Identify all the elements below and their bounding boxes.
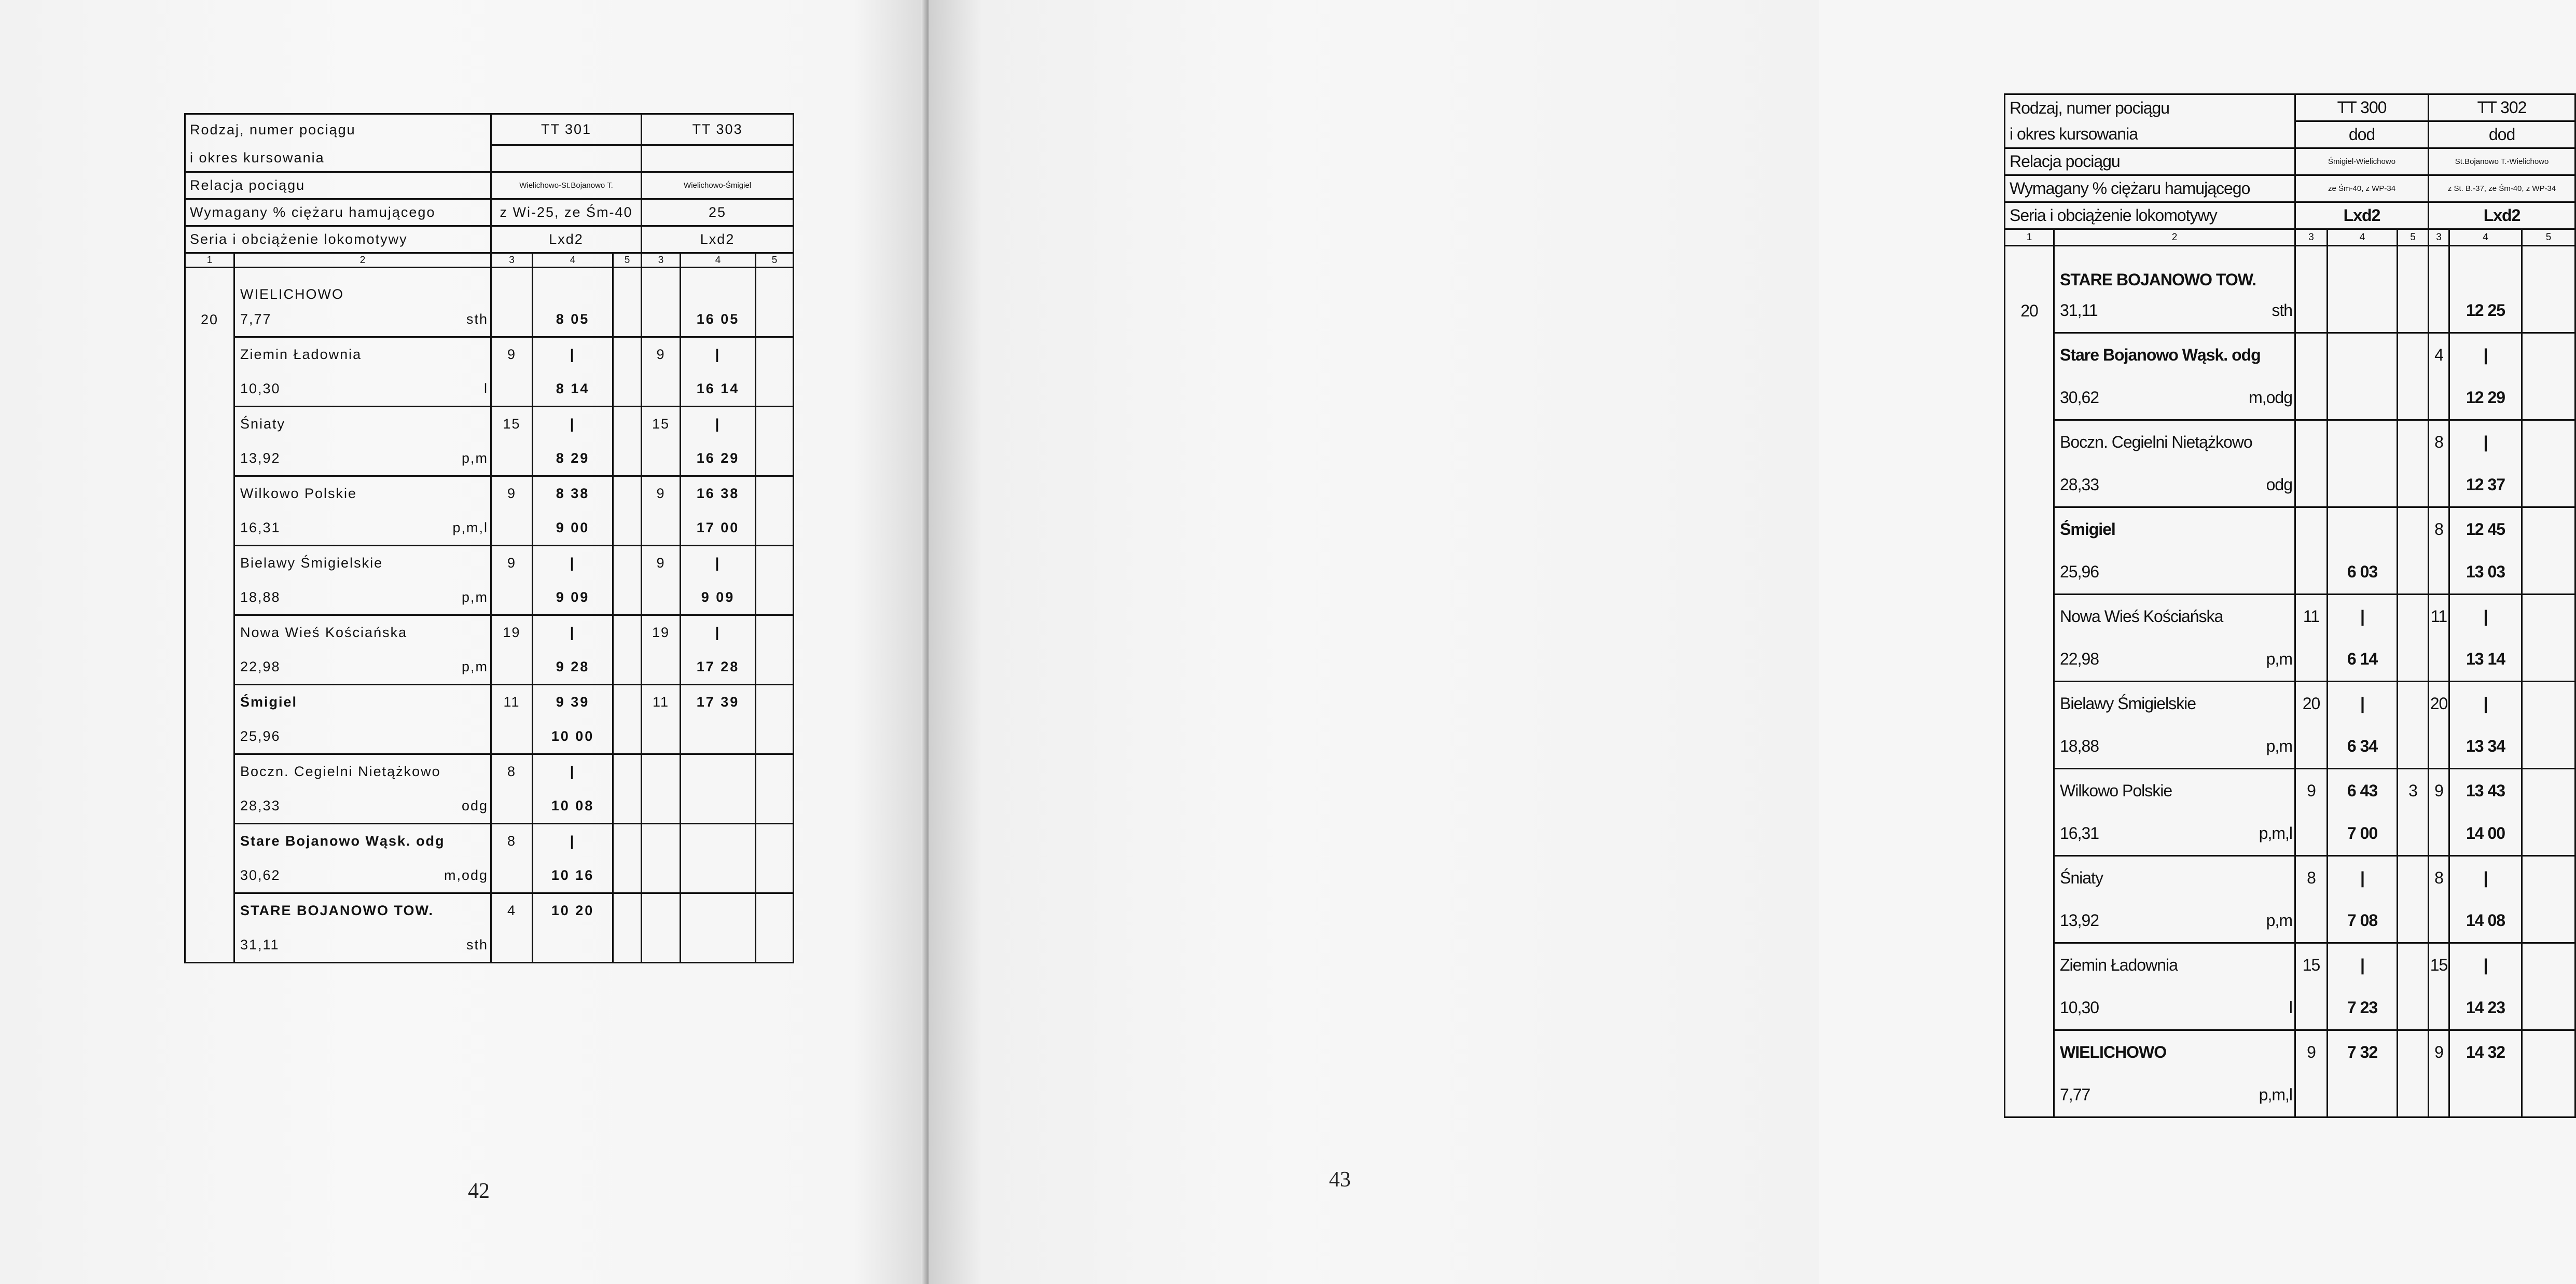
- station-name: Śmigiel: [2060, 519, 2115, 539]
- station-km-row: [185, 928, 794, 963]
- arrival-time: |: [570, 555, 576, 571]
- loco-series: Lxd2: [549, 231, 584, 247]
- travel-time: 11: [653, 694, 670, 710]
- timetable-right: [2004, 93, 2576, 1118]
- period: dod: [2488, 125, 2515, 144]
- station-km: 16,31: [240, 519, 281, 535]
- station-tag: sth: [2272, 301, 2293, 320]
- travel-time: 15: [652, 416, 670, 432]
- departure-time: 8 29: [556, 450, 590, 466]
- station-tag: p,m: [462, 658, 489, 674]
- travel-time: 19: [503, 625, 521, 641]
- departure-time: 17 00: [696, 519, 740, 535]
- station-km-row: [185, 859, 794, 893]
- header-row-brake: [185, 199, 794, 226]
- station-km-row: [185, 789, 794, 824]
- header-row-period: [2005, 121, 2575, 148]
- travel-time: 9: [2307, 1042, 2316, 1061]
- travel-time: 19: [652, 625, 670, 641]
- column-number: 3: [2308, 231, 2314, 243]
- departure-time: 10 16: [551, 867, 594, 883]
- travel-time: 9: [2307, 781, 2316, 800]
- column-number: 5: [624, 254, 630, 266]
- departure-time: 14 23: [2466, 998, 2505, 1017]
- travel-time: 8: [2307, 868, 2316, 887]
- train-relation: Śmigiel-Wielichowo: [2328, 157, 2396, 166]
- column-numbers-row: [2005, 229, 2575, 246]
- arrival-time: |: [2360, 868, 2364, 887]
- station-tag: p,m: [462, 450, 489, 466]
- arrival-time: |: [715, 625, 721, 641]
- travel-time: 11: [2303, 606, 2320, 626]
- train-number: TT 300: [2337, 98, 2387, 117]
- column-number: 3: [658, 254, 664, 266]
- station-name: Nowa Wieś Kościańska: [240, 625, 408, 641]
- station-row: [2005, 943, 2575, 987]
- travel-time: 8: [2434, 432, 2443, 451]
- right-page: [929, 0, 2556, 1284]
- station-km: 28,33: [2060, 475, 2099, 494]
- station-km: 22,98: [2060, 650, 2099, 669]
- station-km-row: [2005, 812, 2575, 856]
- speed-limit: 20: [200, 311, 219, 327]
- column-number: 5: [2410, 231, 2416, 243]
- travel-time: 9: [656, 347, 666, 363]
- train-number: TT 302: [2477, 98, 2527, 117]
- column-number: 4: [2483, 231, 2488, 243]
- station-row: [185, 754, 794, 789]
- station-km-row: [185, 441, 794, 476]
- arrival-time: |: [570, 833, 576, 849]
- station-name: Śniaty: [2060, 868, 2103, 887]
- period: dod: [2348, 125, 2375, 144]
- column-number: 5: [771, 254, 778, 266]
- train-relation: St.Bojanowo T.-Wielichowo: [2455, 157, 2549, 166]
- header-label: i okres kursowania: [2010, 125, 2138, 144]
- station-km-row: [2005, 638, 2575, 682]
- arrival-time: |: [2483, 694, 2488, 713]
- station-km-row: [2005, 1074, 2575, 1117]
- brake-percent: z Wi-25, ze Śm-40: [500, 204, 633, 220]
- header-label: Relacja pociągu: [2010, 152, 2120, 171]
- arrival-time: |: [570, 764, 576, 780]
- station-name: STARE BOJANOWO TOW.: [240, 903, 434, 919]
- station-row: [2005, 246, 2575, 289]
- station-km: 10,30: [240, 380, 281, 396]
- station-name: Nowa Wieś Kościańska: [2060, 606, 2223, 626]
- station-km-row: [185, 511, 794, 546]
- station-name: Śmigiel: [240, 694, 298, 710]
- brake-percent: 25: [709, 204, 727, 220]
- station-km: 13,92: [240, 450, 281, 466]
- station-row: [185, 407, 794, 441]
- station-row: [2005, 856, 2575, 900]
- header-row-period: [185, 145, 794, 172]
- departure-time: 9 09: [556, 589, 590, 605]
- train-number: TT 303: [692, 121, 743, 137]
- page-number: 42: [468, 1179, 490, 1203]
- station-tag: m,odg: [2249, 388, 2293, 407]
- station-row: [185, 337, 794, 372]
- departure-time: 12 25: [2466, 301, 2505, 320]
- column-number: 4: [570, 254, 576, 266]
- arrival-time: 14 32: [2466, 1042, 2505, 1061]
- travel-time: 8: [2434, 519, 2443, 539]
- departure-time: 14 08: [2466, 911, 2505, 930]
- column-number: 1: [2026, 231, 2032, 243]
- brake-percent: ze Śm-40, z WP-34: [2328, 184, 2396, 193]
- station-tag: sth: [466, 311, 489, 327]
- station-row: [185, 268, 794, 302]
- station-tag: p,m,l: [452, 519, 489, 535]
- station-row: [2005, 420, 2575, 464]
- travel-time: 4: [2434, 345, 2443, 364]
- station-km: 30,62: [2060, 388, 2099, 407]
- travel-time: 9: [656, 486, 666, 502]
- column-number: 3: [509, 254, 515, 266]
- departure-time: 13 34: [2466, 737, 2505, 756]
- column-number: 4: [715, 254, 721, 266]
- station-km-row: [2005, 725, 2575, 769]
- arrival-time: 8 38: [556, 486, 590, 502]
- station-name: Śniaty: [240, 416, 286, 432]
- station-km: 16,31: [2060, 824, 2099, 843]
- brake-percent: z St. B.-37, ze Śm-40, z WP-34: [2447, 184, 2556, 193]
- travel-time: 11: [2430, 606, 2447, 626]
- station-name: Ziemin Ładownia: [2060, 955, 2178, 974]
- travel-time: 9: [656, 555, 666, 571]
- column-number: 3: [2436, 231, 2442, 243]
- departure-time: 14 00: [2466, 824, 2505, 843]
- arrival-time: 16 38: [696, 486, 740, 502]
- station-row: [185, 546, 794, 581]
- departure-time: 7 08: [2347, 911, 2378, 930]
- station-km-row: [2005, 377, 2575, 420]
- travel-time: 9: [2434, 1042, 2443, 1061]
- header-row-train: [185, 114, 794, 145]
- station-km: 31,11: [240, 936, 280, 952]
- arrival-time: 17 39: [696, 694, 740, 710]
- station-tag: p,m: [2266, 650, 2293, 669]
- loco-series: Lxd2: [700, 231, 735, 247]
- travel-time: 9: [507, 486, 517, 502]
- header-row-train: [2005, 94, 2575, 121]
- station-km-row: [185, 302, 794, 337]
- header-label: Wymagany % ciężaru hamującego: [2010, 179, 2250, 198]
- station-km-row: [2005, 464, 2575, 507]
- departure-time: 10 08: [551, 797, 594, 813]
- arrival-time: |: [570, 625, 576, 641]
- travel-time: 15: [503, 416, 521, 432]
- arrival-time: |: [715, 416, 721, 432]
- station-km-row: [2005, 289, 2575, 333]
- station-tag: l: [2289, 998, 2293, 1017]
- travel-time: 11: [503, 694, 520, 710]
- travel-time: 15: [2302, 955, 2320, 974]
- arrival-time: |: [2360, 955, 2364, 974]
- departure-time: 17 28: [696, 658, 740, 674]
- travel-time: 8: [507, 833, 517, 849]
- header-label: i okres kursowania: [190, 150, 325, 166]
- station-km: 7,77: [240, 311, 272, 327]
- station-name: Bielawy Śmigielskie: [2060, 694, 2196, 713]
- station-name: Wilkowo Polskie: [240, 486, 357, 502]
- arrival-time: |: [715, 555, 721, 571]
- arrival-time: |: [2360, 606, 2364, 626]
- departure-time: 16 14: [696, 380, 740, 396]
- header-label: Wymagany % ciężaru hamującego: [190, 204, 436, 220]
- column-number: 5: [2545, 231, 2552, 243]
- station-km: 31,11: [2060, 301, 2098, 320]
- arrival-time: 7 32: [2347, 1042, 2378, 1061]
- arrival-time: 6 43: [2347, 781, 2378, 800]
- arrival-time: |: [715, 347, 721, 363]
- station-row: [185, 824, 794, 859]
- travel-time: 20: [2430, 694, 2448, 713]
- station-tag: p,m,l: [2259, 1085, 2293, 1104]
- station-tag: odg: [461, 797, 489, 813]
- column-number: 2: [359, 254, 366, 266]
- departure-time: 8 14: [556, 380, 590, 396]
- station-name: Boczn. Cegielni Nietążkowo: [2060, 432, 2252, 451]
- station-tag: odg: [2266, 475, 2293, 494]
- header-row-loco: [185, 226, 794, 253]
- station-name: Wilkowo Polskie: [2060, 781, 2172, 800]
- departure-time: 6 03: [2347, 562, 2378, 582]
- departure-time: 6 14: [2347, 650, 2378, 669]
- station-name: STARE BOJANOWO TOW.: [2060, 270, 2256, 289]
- departure-time: 6 34: [2347, 737, 2378, 756]
- station-km: 25,96: [240, 728, 281, 744]
- station-tag: p,m,l: [2259, 824, 2293, 843]
- page-number: 43: [1329, 1168, 1351, 1192]
- arrival-time: |: [2483, 955, 2488, 974]
- loco-series: Lxd2: [2343, 206, 2380, 225]
- station-km-row: [185, 581, 794, 615]
- arrival-time: |: [570, 416, 576, 432]
- station-name: Bielawy Śmigielskie: [240, 555, 383, 571]
- station-km-row: [185, 720, 794, 754]
- station-row: [2005, 1030, 2575, 1074]
- station-row: [185, 615, 794, 650]
- station-row: [2005, 682, 2575, 725]
- departure-time: 7 00: [2347, 824, 2378, 843]
- arrival-time: |: [570, 347, 576, 363]
- header-row-relation: [185, 172, 794, 199]
- station-km-row: [185, 650, 794, 685]
- departure-time: 16 05: [696, 311, 740, 327]
- departure-time: 13 03: [2466, 562, 2505, 582]
- station-km: 28,33: [240, 797, 281, 813]
- station-km-row: [2005, 551, 2575, 595]
- column-number: 4: [2359, 231, 2365, 243]
- departure-time: 7 23: [2347, 998, 2378, 1017]
- station-tag: l: [484, 380, 489, 396]
- header-row-brake: [2005, 175, 2575, 202]
- station-km: 22,98: [240, 658, 281, 674]
- column-numbers-row: [185, 253, 794, 268]
- travel-time: 4: [507, 903, 517, 919]
- station-km: 18,88: [2060, 737, 2099, 756]
- arrival-time: |: [2483, 606, 2488, 626]
- departure-time: 8 05: [556, 311, 590, 327]
- travel-time: 15: [2430, 955, 2448, 974]
- travel-time: 8: [2434, 868, 2443, 887]
- station-km: 13,92: [2060, 911, 2099, 930]
- header-label: Seria i obciążenie lokomotywy: [190, 231, 408, 247]
- departure-time: 13 14: [2466, 650, 2505, 669]
- departure-time: 10 00: [551, 728, 594, 744]
- station-row: [2005, 333, 2575, 377]
- station-name: WIELICHOWO: [2060, 1042, 2167, 1061]
- station-row: [185, 893, 794, 928]
- loco-series: Lxd2: [2483, 206, 2520, 225]
- departure-time: 9 09: [701, 589, 735, 605]
- timetable-left: [184, 113, 794, 963]
- station-name: Stare Bojanowo Wąsk. odg: [2060, 345, 2261, 364]
- train-relation: Wielichowo-St.Bojanowo T.: [519, 181, 613, 190]
- travel-time: 9: [2434, 781, 2443, 800]
- column-number: 2: [2171, 231, 2178, 243]
- station-km: 25,96: [2060, 562, 2099, 582]
- header-label: Relacja pociągu: [190, 177, 306, 193]
- arrival-time: 13 43: [2466, 781, 2505, 800]
- station-km: 7,77: [2060, 1085, 2090, 1104]
- station-row: [2005, 595, 2575, 638]
- station-tag: p,m: [462, 589, 489, 605]
- departure-time: 9 28: [556, 658, 590, 674]
- travel-time: 20: [2302, 694, 2320, 713]
- travel-time: 8: [507, 764, 517, 780]
- departure-time: 9 00: [556, 519, 590, 535]
- stop-time: 3: [2408, 781, 2417, 800]
- train-relation: Wielichowo-Śmigiel: [684, 181, 752, 190]
- arrival-time: |: [2360, 694, 2364, 713]
- station-km: 10,30: [2060, 998, 2099, 1017]
- arrival-time: 9 39: [556, 694, 590, 710]
- station-row: [2005, 769, 2575, 812]
- station-km-row: [185, 372, 794, 407]
- station-name: WIELICHOWO: [240, 286, 344, 302]
- departure-time: 16 29: [696, 450, 740, 466]
- station-name: Boczn. Cegielni Nietążkowo: [240, 764, 441, 780]
- station-tag: sth: [466, 936, 489, 952]
- speed-limit: 20: [2020, 301, 2038, 320]
- station-km: 30,62: [240, 867, 281, 883]
- station-km-row: [2005, 900, 2575, 943]
- station-name: Stare Bojanowo Wąsk. odg: [240, 833, 445, 849]
- arrival-time: 10 20: [551, 903, 594, 919]
- train-number: TT 301: [541, 121, 592, 137]
- station-km: 18,88: [240, 589, 281, 605]
- station-tag: p,m: [2266, 911, 2293, 930]
- header-label: Rodzaj, numer pociągu: [2010, 98, 2170, 117]
- arrival-time: |: [2483, 868, 2488, 887]
- header-label: Rodzaj, numer pociągu: [190, 121, 356, 137]
- column-number: 1: [206, 254, 213, 266]
- header-label: Seria i obciążenie lokomotywy: [2010, 206, 2217, 225]
- arrival-time: |: [2483, 432, 2488, 451]
- header-row-relation: [2005, 148, 2575, 175]
- left-page: [0, 0, 929, 1284]
- header-row-loco: [2005, 202, 2575, 229]
- arrival-time: 12 45: [2466, 519, 2505, 539]
- travel-time: 9: [507, 555, 517, 571]
- station-row: [185, 685, 794, 720]
- station-name: Ziemin Ładownia: [240, 347, 362, 363]
- travel-time: 9: [507, 347, 517, 363]
- departure-time: 12 29: [2466, 388, 2505, 407]
- station-tag: p,m: [2266, 737, 2293, 756]
- station-km-row: [2005, 987, 2575, 1030]
- station-row: [2005, 507, 2575, 551]
- station-row: [185, 476, 794, 511]
- station-tag: m,odg: [444, 867, 489, 883]
- arrival-time: |: [2483, 345, 2488, 364]
- departure-time: 12 37: [2466, 475, 2505, 494]
